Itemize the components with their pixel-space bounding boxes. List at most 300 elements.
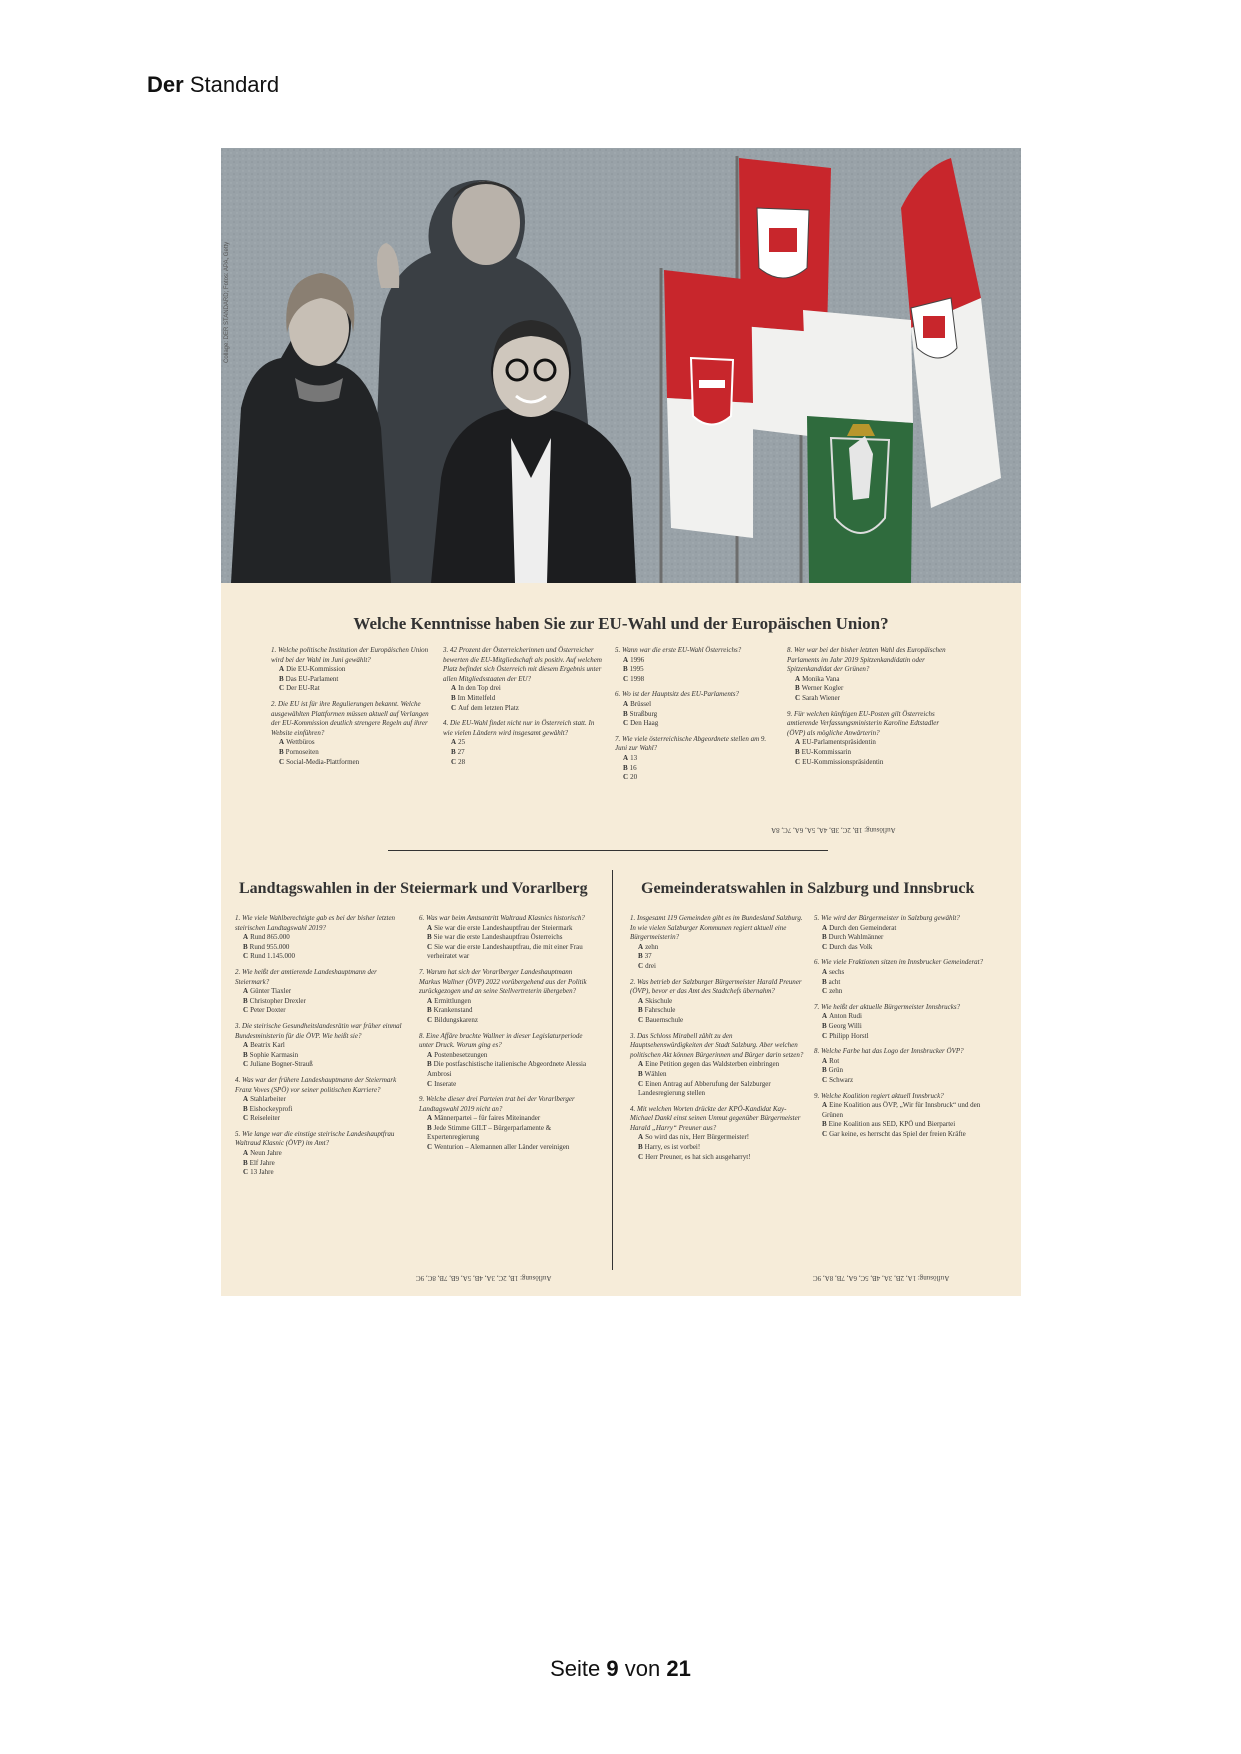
question-text: 1. Welche politische Institution der Europäischen Union wird bei der Wahl im Juni gewählt? <box>271 646 429 664</box>
option-letter: C <box>427 1015 433 1024</box>
answer-option <box>795 738 947 748</box>
answer-option <box>638 1070 806 1080</box>
answer-option <box>623 665 775 675</box>
option-text: Georg Willi <box>828 1021 862 1030</box>
option-text: Rund 955.000 <box>249 942 290 951</box>
option-letter: B <box>427 1006 432 1015</box>
quiz-question <box>235 968 407 1016</box>
option-text: Herr Preuner, es hat sich ausgeharryt! <box>645 1152 751 1161</box>
option-letter: B <box>822 1120 827 1129</box>
landtag-column <box>235 914 407 1184</box>
answer-option <box>822 987 990 997</box>
option-letter: C <box>279 684 285 693</box>
option-text: Gar keine, es herrscht das Spiel der freien Kräfte <box>829 1129 966 1138</box>
section-divider <box>388 850 828 851</box>
option-text: Sarah Wiener <box>802 693 840 702</box>
question-text: 9. Welche Koalition regiert aktuell Innsbruck? <box>814 1091 944 1100</box>
option-letter: B <box>822 933 827 942</box>
answer-option <box>243 1149 407 1159</box>
option-text: Wenturion – Alemannen aller Länder vereinigen <box>434 1143 570 1152</box>
question-text: 5. Wann war die erste EU-Wahl Österreichs? <box>615 646 742 654</box>
option-letter: B <box>243 942 248 951</box>
option-letter: C <box>822 942 828 951</box>
option-text: Sophie Karmasin <box>249 1050 299 1059</box>
option-text: Straßburg <box>629 709 658 718</box>
brand-bold: Der <box>147 72 184 97</box>
eu-answers: Auflösung: 1B, 2C, 3B, 4A, 5A, 6A, 7C, 8A <box>771 826 896 834</box>
option-letter: B <box>279 747 284 756</box>
gemeinderat-quiz-title: Gemeinderatswahlen in Salzburg und Innsbruck <box>641 880 975 897</box>
quiz-question <box>787 710 947 768</box>
question-text: 1. Wie viele Wahlberechtigte gab es bei der bisher letzten steirischen Landtagswahl 2019? <box>235 914 396 932</box>
option-text: Eine Petition gegen das Waldsterben einbringen <box>645 1060 780 1069</box>
option-text: Sie war die erste Landeshauptfrau, die mit einer Frau verheiratet war <box>427 942 583 961</box>
question-text: 9. Welche dieser drei Parteien trat bei der Vorarlberger Landtagswahl 2019 nicht an? <box>419 1095 575 1113</box>
quiz-question <box>615 690 775 728</box>
option-text: 37 <box>644 952 652 961</box>
option-letter: B <box>638 1006 643 1015</box>
option-letter: A <box>822 1012 828 1021</box>
option-text: Das EU-Parlament <box>285 674 339 683</box>
option-text: Durch Wahlmänner <box>828 933 884 942</box>
answer-option <box>638 1153 806 1163</box>
quiz-question <box>235 1130 407 1178</box>
option-text: EU-Kommissionspräsidentin <box>802 757 884 766</box>
quiz-question <box>630 1105 806 1163</box>
option-text: 13 Jahre <box>250 1168 274 1177</box>
option-text: Harry, es ist vorbei! <box>644 1143 701 1152</box>
answer-option <box>638 1016 806 1026</box>
option-letter: C <box>243 1006 249 1015</box>
landtag-answers: Auflösung: 1B, 2C, 3A, 4B, 5A, 6B, 7B, 8C, 9C <box>416 1274 552 1282</box>
option-letter: B <box>243 1104 248 1113</box>
option-letter: B <box>279 674 284 683</box>
option-text: drei <box>645 961 656 970</box>
answer-option <box>623 710 775 720</box>
column-divider <box>612 870 613 1270</box>
option-text: 16 <box>629 763 637 772</box>
answer-option <box>427 943 591 962</box>
option-text: Krankenstand <box>433 1006 473 1015</box>
quiz-question <box>235 1076 407 1124</box>
option-text: Den Haag <box>630 719 659 728</box>
answer-option <box>279 738 431 748</box>
quiz-question <box>419 1032 591 1090</box>
eu-column <box>787 646 947 773</box>
answer-option <box>243 997 407 1007</box>
answer-option <box>451 704 603 714</box>
question-text: 8. Welche Farbe hat das Logo der Innsbrucker ÖVP? <box>814 1047 964 1056</box>
answer-option <box>638 952 806 962</box>
option-letter: A <box>638 996 644 1005</box>
option-letter: A <box>795 738 801 747</box>
question-text: 5. Wie lange war die einstige steirische Landeshauptfrau Waltraud Klasnic (ÖVP) im Amt? <box>235 1129 395 1148</box>
option-letter: C <box>451 757 457 766</box>
option-letter: C <box>427 1079 433 1088</box>
answer-option <box>243 1168 407 1178</box>
option-text: EU-Kommissarin <box>801 747 852 756</box>
question-text: 1. Insgesamt 119 Gemeinden gibt es im Bundesland Salzburg. In wie vielen Salzburger Kommunen regiert aktuell eine Bürgermeisterin? <box>630 914 803 942</box>
quiz-question <box>814 914 990 952</box>
eu-column <box>271 646 431 773</box>
option-letter: B <box>451 747 456 756</box>
quiz-question <box>814 1092 990 1140</box>
option-text: Brüssel <box>630 699 652 708</box>
answer-option <box>243 1114 407 1124</box>
option-text: Einen Antrag auf Abberufung der Salzburger Landesregierung stellen <box>638 1079 771 1098</box>
option-text: Günter Tiaxler <box>250 987 292 996</box>
option-text: Christopher Drexler <box>249 996 306 1005</box>
answer-option <box>623 700 775 710</box>
question-text: 2. Wie heißt der amtierende Landeshauptmann der Steiermark? <box>235 967 377 986</box>
option-text: 27 <box>457 747 465 756</box>
option-text: 1998 <box>630 674 645 683</box>
question-text: 3. 42 Prozent der Österreicherinnen und Österreicher bewerten die EU-Mitgliedschaft als positiv. Auf welchem Platz befindet sich Österreich mit diesem Ergebnis unter allen Mitgliedsstaaten der EU? <box>443 646 602 683</box>
quiz-question <box>787 646 947 704</box>
option-text: Eine Koalition aus SED, KPÖ und Bierpartei <box>828 1120 956 1129</box>
quiz-question <box>419 1095 591 1153</box>
eu-column <box>443 646 603 773</box>
option-letter: B <box>638 952 643 961</box>
option-text: 1996 <box>630 655 645 664</box>
answer-option <box>638 962 806 972</box>
option-letter: B <box>427 1060 432 1069</box>
quiz-question <box>235 914 407 962</box>
question-text: 6. Wo ist der Hauptsitz des EU-Parlaments? <box>615 690 739 699</box>
option-text: Peter Doxter <box>250 1006 286 1015</box>
answer-option <box>243 1105 407 1115</box>
answer-option <box>822 924 990 934</box>
option-letter: A <box>243 1095 249 1104</box>
answer-option <box>638 1143 806 1153</box>
answer-option <box>451 684 603 694</box>
option-text: Anton Rudi <box>829 1012 862 1021</box>
answer-option <box>279 748 431 758</box>
answer-option <box>243 943 407 953</box>
option-text: Rot <box>829 1056 840 1065</box>
answer-option <box>243 952 407 962</box>
question-text: 4. Die EU-Wahl findet nicht nur in Österreich statt. In wie vielen Ländern wird insgesamt gewählt? <box>443 719 595 737</box>
option-letter: C <box>822 1075 828 1084</box>
option-letter: B <box>623 763 628 772</box>
option-letter: B <box>243 996 248 1005</box>
answer-option <box>427 1060 591 1079</box>
option-letter: C <box>638 961 644 970</box>
answer-option <box>623 719 775 729</box>
option-text: Skischule <box>645 996 673 1005</box>
option-letter: A <box>427 1114 433 1123</box>
answer-option <box>638 997 806 1007</box>
option-letter: B <box>822 1021 827 1030</box>
option-text: Auf dem letzten Platz <box>458 703 519 712</box>
option-text: Grün <box>828 1066 844 1075</box>
option-letter: B <box>427 933 432 942</box>
option-text: Durch das Volk <box>829 942 873 951</box>
quiz-question <box>443 646 603 713</box>
option-letter: B <box>623 709 628 718</box>
option-letter: A <box>822 967 828 976</box>
option-letter: A <box>427 1050 433 1059</box>
option-text: zehn <box>829 987 843 996</box>
option-text: sechs <box>829 967 845 976</box>
answer-option <box>638 1060 806 1070</box>
answer-option <box>822 1057 990 1067</box>
option-letter: A <box>638 1060 644 1069</box>
quiz-question <box>615 735 775 783</box>
option-text: Monika Vana <box>802 674 840 683</box>
option-text: Wählen <box>644 1069 667 1078</box>
answer-option <box>638 1080 806 1099</box>
answer-option <box>243 1041 407 1051</box>
page-footer <box>0 1656 1241 1682</box>
option-letter: C <box>451 703 457 712</box>
option-letter: C <box>638 1015 644 1024</box>
collage-photo <box>221 148 1021 583</box>
option-text: Elf Jahre <box>249 1158 275 1167</box>
option-text: Reiseleiter <box>250 1114 280 1123</box>
answer-option <box>243 1060 407 1070</box>
option-text: zehn <box>645 942 659 951</box>
option-text: Sie war die erste Landeshauptfrau der Steiermark <box>434 923 573 932</box>
answer-option <box>427 1124 591 1143</box>
option-text: Ermittlungen <box>434 996 472 1005</box>
option-letter: A <box>243 987 249 996</box>
answer-option <box>638 943 806 953</box>
answer-option <box>427 1016 591 1026</box>
answer-option <box>822 1101 990 1120</box>
quiz-question <box>814 1003 990 1041</box>
option-letter: B <box>427 1123 432 1132</box>
question-text: 4. Was war der frühere Landeshauptmann der Steiermark Franz Voves (SPÖ) vor seiner politischen Karriere? <box>235 1075 397 1094</box>
option-text: Eishockeyprofi <box>249 1104 293 1113</box>
question-text: 8. Wer war bei der bisher letzten Wahl des Europäischen Parlaments im Jahr 2019 Spitzenkandidatin oder Spitzenkandidat der Grünen? <box>787 646 946 674</box>
question-text: 3. Das Schloss Mirabell zählt zu den Hauptsehenswürdigkeiten der Stadt Salzburg. Aber welchen politischen Akt können Bürgerinnen und Bürger darin setzen? <box>630 1031 804 1059</box>
question-text: 2. Die EU ist für ihre Regulierungen bekannt. Welche ausgewählten Plattformen müssen aktuell auf Verlangen der EU-Kommission deutlich strengere Regeln auf ihrer Website einführen? <box>271 699 429 737</box>
option-letter: A <box>427 923 433 932</box>
option-letter: C <box>638 1079 644 1088</box>
answer-option <box>427 933 591 943</box>
gemeinderat-answers: Auflösung: 1A, 2B, 3A, 4B, 5C, 6A, 7B, 8A, 9C <box>813 1274 950 1282</box>
answer-option <box>822 1120 990 1130</box>
option-text: Jede Stimme GILT – Bürgerparlamente & Expertenregierung <box>427 1123 552 1142</box>
option-text: 1995 <box>629 665 644 674</box>
answer-option <box>822 943 990 953</box>
question-text: 7. Warum hat sich der Vorarlberger Landeshauptmann Markus Wallner (ÖVP) 2022 vorübergehend aus der Politik zurückgezogen und an seine Stellvertreterin übergeben? <box>419 967 587 996</box>
quiz-question <box>630 914 806 972</box>
option-letter: A <box>623 753 629 762</box>
answer-option <box>243 1006 407 1016</box>
answer-option <box>243 1159 407 1169</box>
answer-option <box>795 748 947 758</box>
option-letter: C <box>243 1114 249 1123</box>
answer-option <box>822 978 990 988</box>
option-letter: A <box>623 655 629 664</box>
option-letter: A <box>822 1056 828 1065</box>
option-text: Sie war die erste Landeshauptfrau Österreichs <box>433 933 563 942</box>
option-letter: C <box>427 1143 433 1152</box>
answer-option <box>822 933 990 943</box>
option-text: Wettbüros <box>286 738 315 747</box>
quiz-question <box>630 978 806 1026</box>
quiz-question <box>419 968 591 1026</box>
innsbruck-flag <box>664 270 753 538</box>
quiz-question <box>271 700 431 767</box>
option-letter: C <box>623 773 629 782</box>
option-letter: C <box>638 1152 644 1161</box>
option-text: Beatrix Karl <box>250 1041 285 1050</box>
answer-option <box>427 924 591 934</box>
option-letter: A <box>638 1133 644 1142</box>
option-text: Stahlarbeiter <box>250 1095 286 1104</box>
collage-illustration <box>221 148 1021 583</box>
answer-option <box>795 684 947 694</box>
option-letter: B <box>822 977 827 986</box>
option-letter: A <box>623 699 629 708</box>
option-letter: B <box>822 1066 827 1075</box>
option-text: 13 <box>630 753 638 762</box>
question-text: 7. Wie heißt der aktuelle Bürgermeister Innsbrucks? <box>814 1002 961 1011</box>
quiz-question <box>443 719 603 767</box>
answer-option <box>451 694 603 704</box>
answer-option <box>451 748 603 758</box>
option-letter: B <box>795 684 800 693</box>
option-text: Inserate <box>434 1079 457 1088</box>
option-letter: B <box>795 747 800 756</box>
gemeinderat-column <box>814 914 990 1145</box>
brand-rest: Standard <box>189 72 280 97</box>
answer-option <box>427 1114 591 1124</box>
option-text: Bildungskarenz <box>434 1015 478 1024</box>
question-text: 6. Was war beim Amtsantritt Waltraud Klasnics historisch? <box>419 914 585 922</box>
answer-option <box>243 1095 407 1105</box>
answer-option <box>243 987 407 997</box>
option-text: 28 <box>458 757 466 766</box>
option-letter: C <box>427 942 433 951</box>
option-letter: C <box>822 1031 828 1040</box>
option-text: Im Mittelfeld <box>457 693 496 702</box>
landtag-column <box>419 914 591 1159</box>
option-letter: B <box>243 1158 248 1167</box>
answer-option <box>243 933 407 943</box>
option-letter: A <box>243 933 249 942</box>
option-letter: C <box>243 952 249 961</box>
option-text: Neun Jahre <box>250 1149 282 1158</box>
photo-credit: Collage: DER STANDARD; Fotos: APA, Getty <box>224 241 230 363</box>
option-letter: A <box>279 738 285 747</box>
option-text: Bauernschule <box>645 1015 684 1024</box>
quiz-question <box>814 1047 990 1085</box>
question-text: 4. Mit welchen Worten drückte der KPÖ-Kandidat Kay-Michael Dankl einst seinen Unmut gegenüber Bürgermeister Harald „Harry“ Preuner aus? <box>630 1104 801 1132</box>
quiz-question <box>235 1022 407 1070</box>
question-text: 2. Was betrieb der Salzburger Bürgermeister Harald Preuner (ÖVP), bevor er das Amt des Stadtchefs übernahm? <box>630 977 802 996</box>
answer-option <box>427 1006 591 1016</box>
option-letter: C <box>822 1129 828 1138</box>
styria-flag <box>803 310 913 583</box>
option-letter: B <box>638 1069 643 1078</box>
answer-option <box>279 665 431 675</box>
question-text: 6. Wie viele Fraktionen sitzen im Innsbrucker Gemeinderat? <box>814 958 984 967</box>
footer-middle: von <box>624 1656 661 1681</box>
option-text: Philipp Horstl <box>829 1031 869 1040</box>
option-letter: B <box>623 665 628 674</box>
answer-option <box>427 1051 591 1061</box>
question-text: 3. Die steirische Gesundheitslandesrätin war früher einmal Bundesministerin für die ÖVP. Wie heißt sie? <box>235 1021 402 1040</box>
answer-option <box>638 1006 806 1016</box>
option-letter: A <box>243 1041 249 1050</box>
option-text: Social-Media-Plattformen <box>286 757 360 766</box>
quiz-question <box>419 914 591 962</box>
answer-option <box>427 1143 591 1153</box>
newspaper-clipping <box>221 148 1021 1296</box>
option-letter: A <box>795 674 801 683</box>
answer-option <box>279 684 431 694</box>
current-page: 9 <box>606 1656 619 1681</box>
option-letter: B <box>638 1143 643 1152</box>
answer-option <box>822 1022 990 1032</box>
option-text: Fahrschule <box>644 1006 676 1015</box>
option-text: Eine Koalition aus ÖVP, „Wir für Innsbruck“ und den Grünen <box>822 1101 981 1119</box>
option-letter: C <box>623 719 629 728</box>
option-letter: A <box>243 1149 249 1158</box>
gemeinderat-column <box>630 914 806 1168</box>
option-letter: A <box>451 684 457 693</box>
quiz-question <box>814 958 990 996</box>
option-letter: A <box>279 665 285 674</box>
option-letter: C <box>795 757 801 766</box>
quiz-question <box>630 1032 806 1099</box>
answer-option <box>795 675 947 685</box>
option-text: Rund 865.000 <box>250 933 290 942</box>
answer-option <box>279 675 431 685</box>
answer-option <box>451 758 603 768</box>
publication-header <box>147 72 279 98</box>
option-text: So wird das nix, Herr Bürgermeister! <box>645 1133 750 1142</box>
answer-option <box>822 1076 990 1086</box>
answer-option <box>427 997 591 1007</box>
option-letter: C <box>279 757 285 766</box>
option-letter: C <box>795 693 801 702</box>
option-text: Juliane Bogner-Strauß <box>250 1060 313 1069</box>
option-letter: B <box>243 1050 248 1059</box>
answer-option <box>279 758 431 768</box>
option-text: Pornoseiten <box>285 747 319 756</box>
option-letter: A <box>822 923 828 932</box>
answer-option <box>822 1032 990 1042</box>
answer-option <box>451 738 603 748</box>
question-text: 9. Für welchen künftigen EU-Posten gilt Österreichs amtierende Verfassungsministerin Karoline Edtstadler (ÖVP) als mögliche Anwärterin? <box>787 709 940 737</box>
option-text: acht <box>828 977 841 986</box>
answer-option <box>822 968 990 978</box>
total-pages: 21 <box>666 1656 691 1681</box>
option-text: Schwarz <box>829 1075 854 1084</box>
option-text: 20 <box>630 773 638 782</box>
option-letter: A <box>638 942 644 951</box>
answer-option <box>427 1080 591 1090</box>
question-text: 7. Wie viele österreichische Abgeordnete stellen am 9. Juni zur Wahl? <box>615 734 767 753</box>
option-text: Männerpartei – für faires Miteinander <box>434 1114 541 1123</box>
option-text: Werner Kogler <box>801 684 844 693</box>
option-letter: A <box>427 996 433 1005</box>
answer-option <box>623 675 775 685</box>
option-text: 25 <box>458 738 466 747</box>
option-text: In den Top drei <box>458 684 501 693</box>
option-text: Rund 1.145.000 <box>250 952 295 961</box>
landtag-quiz-title: Landtagswahlen in der Steiermark und Vorarlberg <box>239 880 588 897</box>
quiz-question <box>271 646 431 694</box>
answer-option <box>822 1066 990 1076</box>
answer-option <box>623 764 775 774</box>
option-text: Postenbesetzungen <box>434 1050 488 1059</box>
